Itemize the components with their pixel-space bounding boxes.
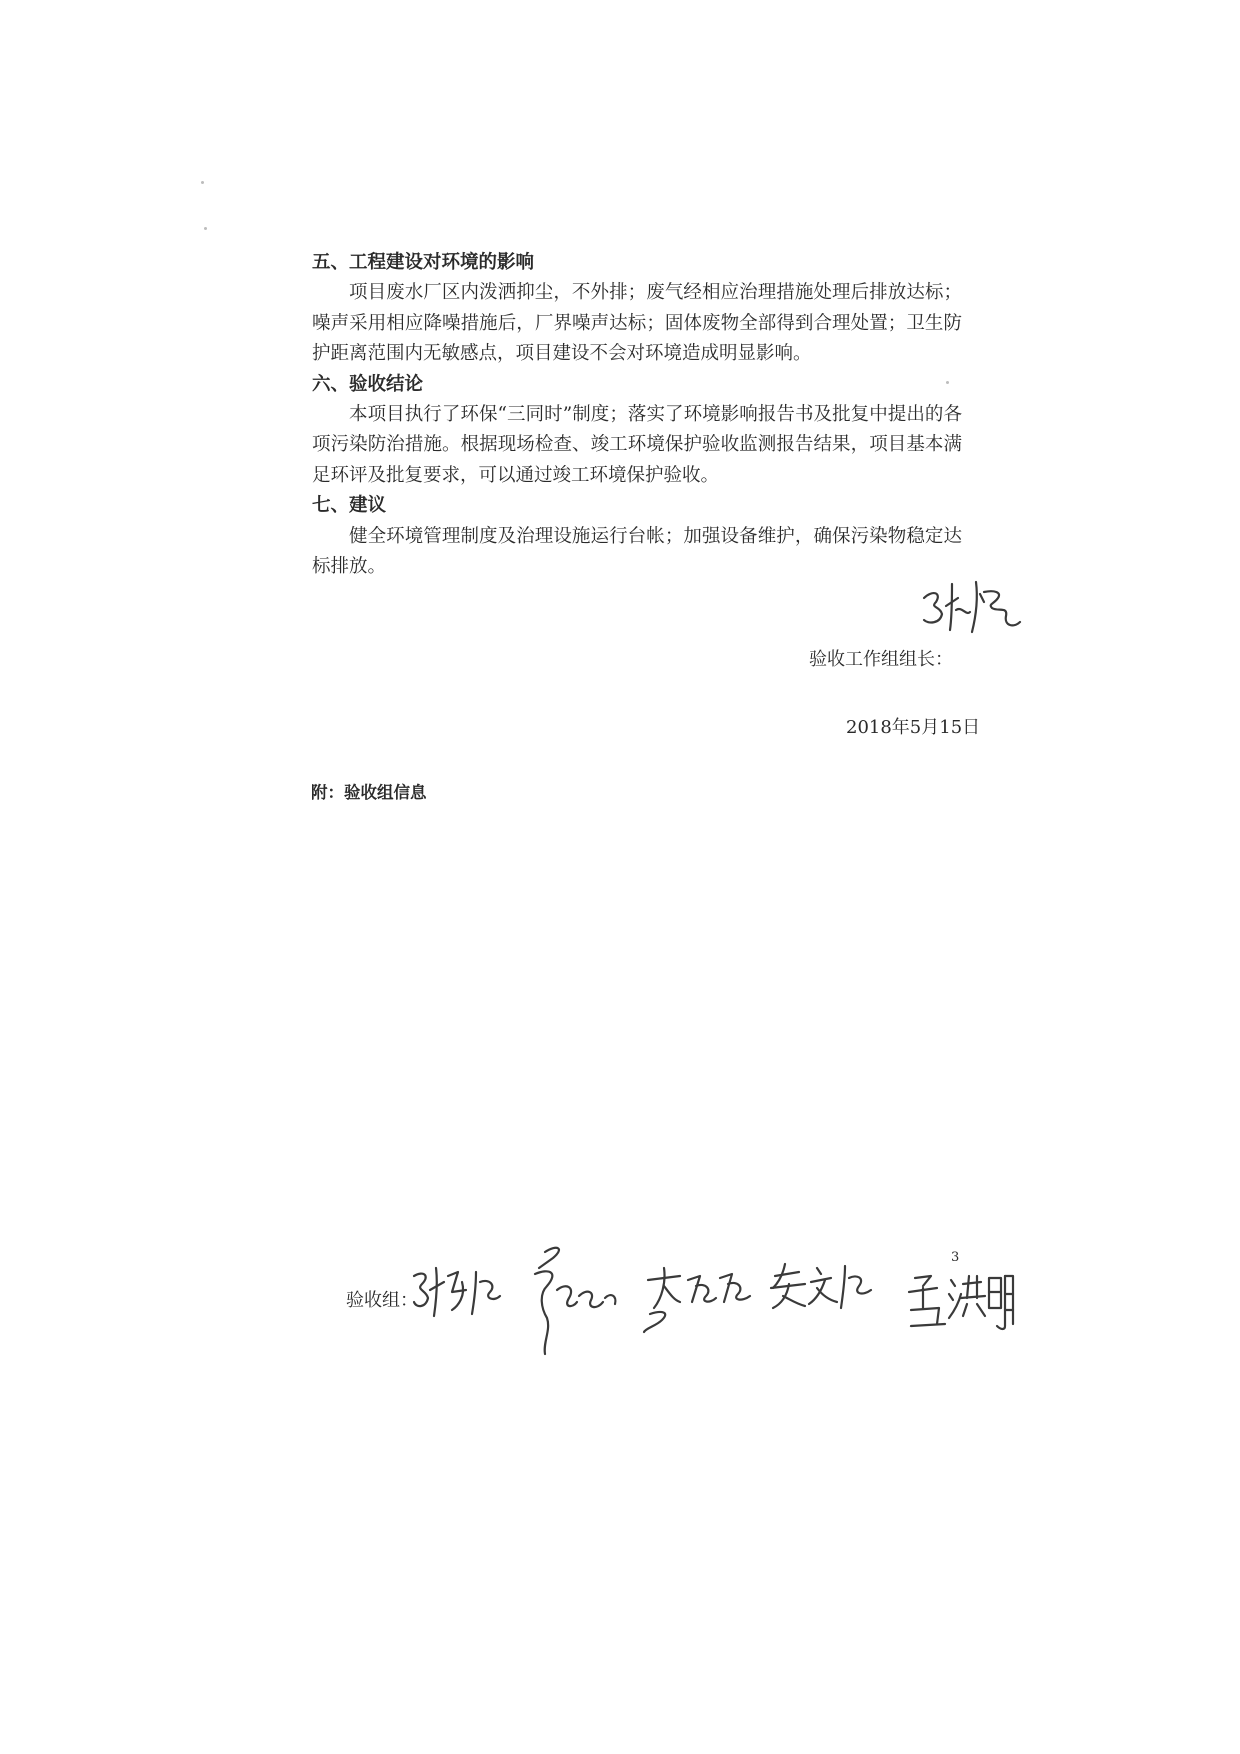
- section-body-suggestion: 健全环境管理制度及治理设施运行台帐；加强设备维护，确保污染物稳定达标排放。: [312, 525, 962, 578]
- group-signature-4: [765, 1258, 875, 1314]
- group-label: 验收组：: [346, 1290, 418, 1311]
- leader-signature: [918, 576, 1028, 636]
- group-signature-5: [905, 1268, 1015, 1334]
- attachment-note: 附：验收组信息: [311, 783, 427, 802]
- group-signature-3: [640, 1262, 755, 1334]
- section-heading-impact: 五、工程建设对环境的影响: [312, 252, 535, 273]
- leader-label: 验收工作组组长：: [809, 649, 953, 670]
- group-signature-1: [410, 1262, 505, 1322]
- document-body: [312, 248, 962, 582]
- section-heading-suggestion: 七、建议: [312, 495, 387, 517]
- document-date: 2018年5月15日: [846, 717, 981, 738]
- page-number: 3: [951, 1250, 960, 1265]
- section-body-impact: 项目废水厂区内泼洒抑尘，不外排；废气经相应治理措施处理后排放达标；噪声采用相应降噪措施后，厂界噪声达标；固体废物全部得到合理处置；卫生防护距离范围内无敏感点，项目建设不会对环境造成明显影响。: [312, 282, 962, 365]
- scan-speck: [204, 227, 207, 230]
- section-body-conclusion: 本项目执行了环保“三同时”制度；落实了环境影响报告书及批复中提出的各项污染防治措施。根据现场检查、竣工环境保护验收监测报告结果，项目基本满足环评及批复要求，可以通过竣工环境保护验收。: [312, 404, 962, 486]
- group-signature-2: [505, 1238, 625, 1358]
- scan-speck: [201, 181, 204, 184]
- section-heading-conclusion: 六、验收结论: [312, 373, 424, 395]
